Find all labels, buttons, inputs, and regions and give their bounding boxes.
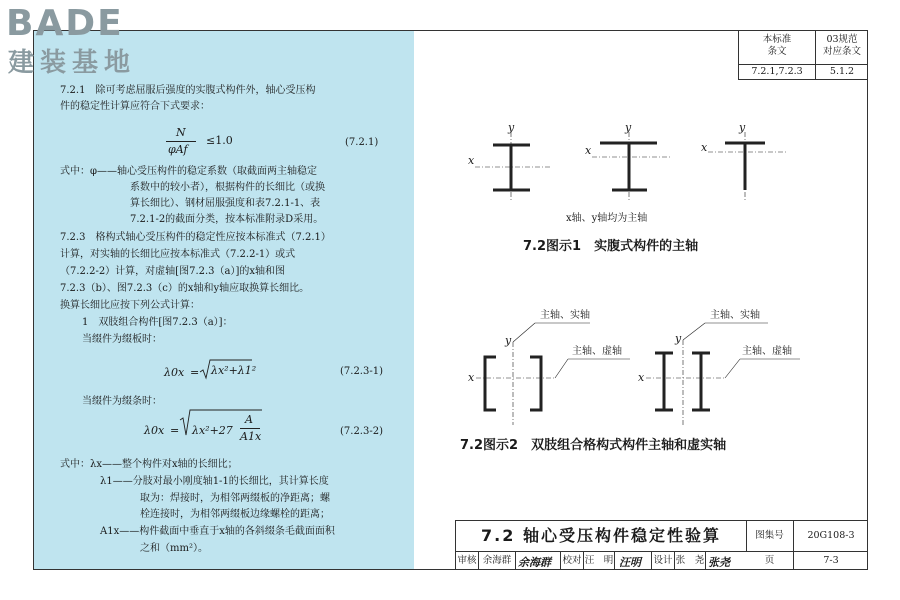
def2-line4: 栓连接时，为相邻两缀板边缘螺栓的距离； — [140, 509, 330, 520]
def2-line2: λ1——分肢对最小刚度轴1-1的长细比，其计算长度 — [100, 476, 329, 487]
eq1-relation: ≤1.0 — [206, 134, 233, 147]
fig2-caption: 7.2图示2 双肢组合格构式构件主轴和虚实轴 — [460, 438, 727, 453]
fig1-y3: y — [739, 121, 746, 134]
checker-signature: 汪明 — [619, 556, 641, 569]
def2-line3: 取为：焊接时，为相邻两缀板的净距离；螺 — [140, 493, 330, 504]
p1-line1: 7.2.1 除可考虑屈服后强度的实腹式构件外，轴心受压构 — [60, 85, 316, 96]
eq1-number: (7.2.1) — [345, 137, 379, 148]
logo-brand: BADE — [6, 3, 124, 44]
fig2-right-x: x — [638, 371, 645, 384]
ref-col1-header: 本标准 条文 — [762, 34, 792, 57]
def2-line1: 式中：λx——整个构件对x轴的长细比； — [60, 459, 238, 470]
fig1-caption: 7.2图示1 实腹式构件的主轴 — [523, 239, 699, 254]
fig2-right-virtual-label: 主轴、虚轴 — [742, 346, 792, 357]
item1: 1 双肢组合构件[图7.2.3（a）]： — [82, 317, 233, 328]
reviewer-name: 余海群 — [482, 555, 512, 566]
drawing-title: 7.2 轴心受压构件稳定性验算 — [456, 521, 747, 552]
ref-col2-header: 03规范 对应条文 — [822, 34, 861, 57]
def1-line2: 系数中的较小者），根据构件的长细比（或换 — [130, 182, 325, 193]
fig1-y2: y — [625, 121, 632, 134]
eq3-frac-num: A — [245, 413, 253, 426]
page-number: 7-3 — [823, 555, 839, 566]
def1-line4: 7.2.1-2的截面分类，按本标准附录D采用。 — [130, 214, 324, 225]
fig2-right-solid-label: 主轴、实轴 — [710, 310, 760, 321]
fig2-left-y: y — [505, 334, 512, 347]
fig1-y1: y — [508, 121, 515, 134]
fig2-left-virtual-label: 主轴、虚轴 — [572, 346, 622, 357]
logo-subtitle: 建装基地 — [8, 48, 137, 78]
fig2-right-y: y — [675, 332, 682, 345]
def1-line1: 式中：φ——轴心受压构件的稳定系数（取截面两主轴稳定 — [60, 166, 318, 177]
p2-line1: 7.2.3 格构式轴心受压构件的稳定性应按本标准式（7.2.1） — [60, 232, 331, 243]
atlas-number: 20G108-3 — [807, 530, 855, 541]
p2-line3: （7.2.2-2）计算，对虚轴[图7.2.3（a）]的x轴和图 — [60, 266, 286, 277]
eq1-numerator: N — [176, 126, 186, 139]
def2-line5: A1x——构件截面中垂直于x轴的各斜缀条毛截面面积 — [100, 526, 335, 537]
check-label: 校对 — [562, 555, 582, 566]
ref-col2-value: 5.1.2 — [829, 66, 855, 77]
designer-signature: 张尧 — [708, 556, 730, 569]
designer-name: 张 尧 — [675, 555, 705, 566]
reviewer-signature: 余海群 — [518, 556, 551, 569]
eq3-frac-den: A1x — [240, 430, 262, 443]
title-block — [455, 520, 868, 570]
eq2-rhs: λx²+λ1² — [211, 364, 257, 377]
fig2-left-solid-label: 主轴、实轴 — [540, 310, 590, 321]
eq3-equals: = — [170, 424, 180, 437]
page-label: 页 — [764, 555, 775, 566]
fig2-left-x: x — [468, 371, 475, 384]
p2-line4: 7.2.3（b）、图7.2.3（c）的x轴和y轴应取换算长细比。 — [60, 283, 310, 294]
eq3-rhs: λx²+27 — [192, 424, 233, 437]
ref-col1-value: 7.2.1,7.2.3 — [751, 66, 803, 77]
eq3-number: (7.2.3-2) — [340, 426, 383, 437]
case1: 当缀件为缀板时： — [82, 334, 162, 345]
p2-line2: 计算，对实轴的长细比应按本标准式（7.2.2-1）或式 — [60, 249, 296, 260]
def2-line6: 之和（mm²）。 — [140, 543, 208, 554]
def1-line3: 算长细比）、钢材屈服强度和表7.2.1-1、表 — [130, 198, 321, 209]
eq2-number: (7.2.3-1) — [340, 366, 383, 377]
fig1-x2: x — [585, 144, 592, 157]
atlas-label: 图集号 — [755, 530, 784, 541]
p1-line2: 件的稳定性计算应符合下式要求： — [60, 101, 210, 112]
eq3-lhs: λ0x — [144, 424, 165, 437]
checker-name: 汪 明 — [584, 555, 614, 566]
fig1-note: x轴、y轴均为主轴 — [566, 213, 648, 224]
review-label: 审核 — [457, 555, 477, 566]
eq2-equals: = — [190, 366, 200, 379]
fig1-x1: x — [468, 154, 475, 167]
fig1-x3: x — [701, 141, 708, 154]
design-label: 设计 — [653, 555, 673, 566]
eq1-denominator: φAf — [168, 143, 188, 156]
case2: 当缀件为缀条时： — [82, 396, 162, 407]
eq2-lhs: λ0x — [164, 366, 185, 379]
p2-line5: 换算长细比应按下列公式计算： — [60, 300, 200, 311]
